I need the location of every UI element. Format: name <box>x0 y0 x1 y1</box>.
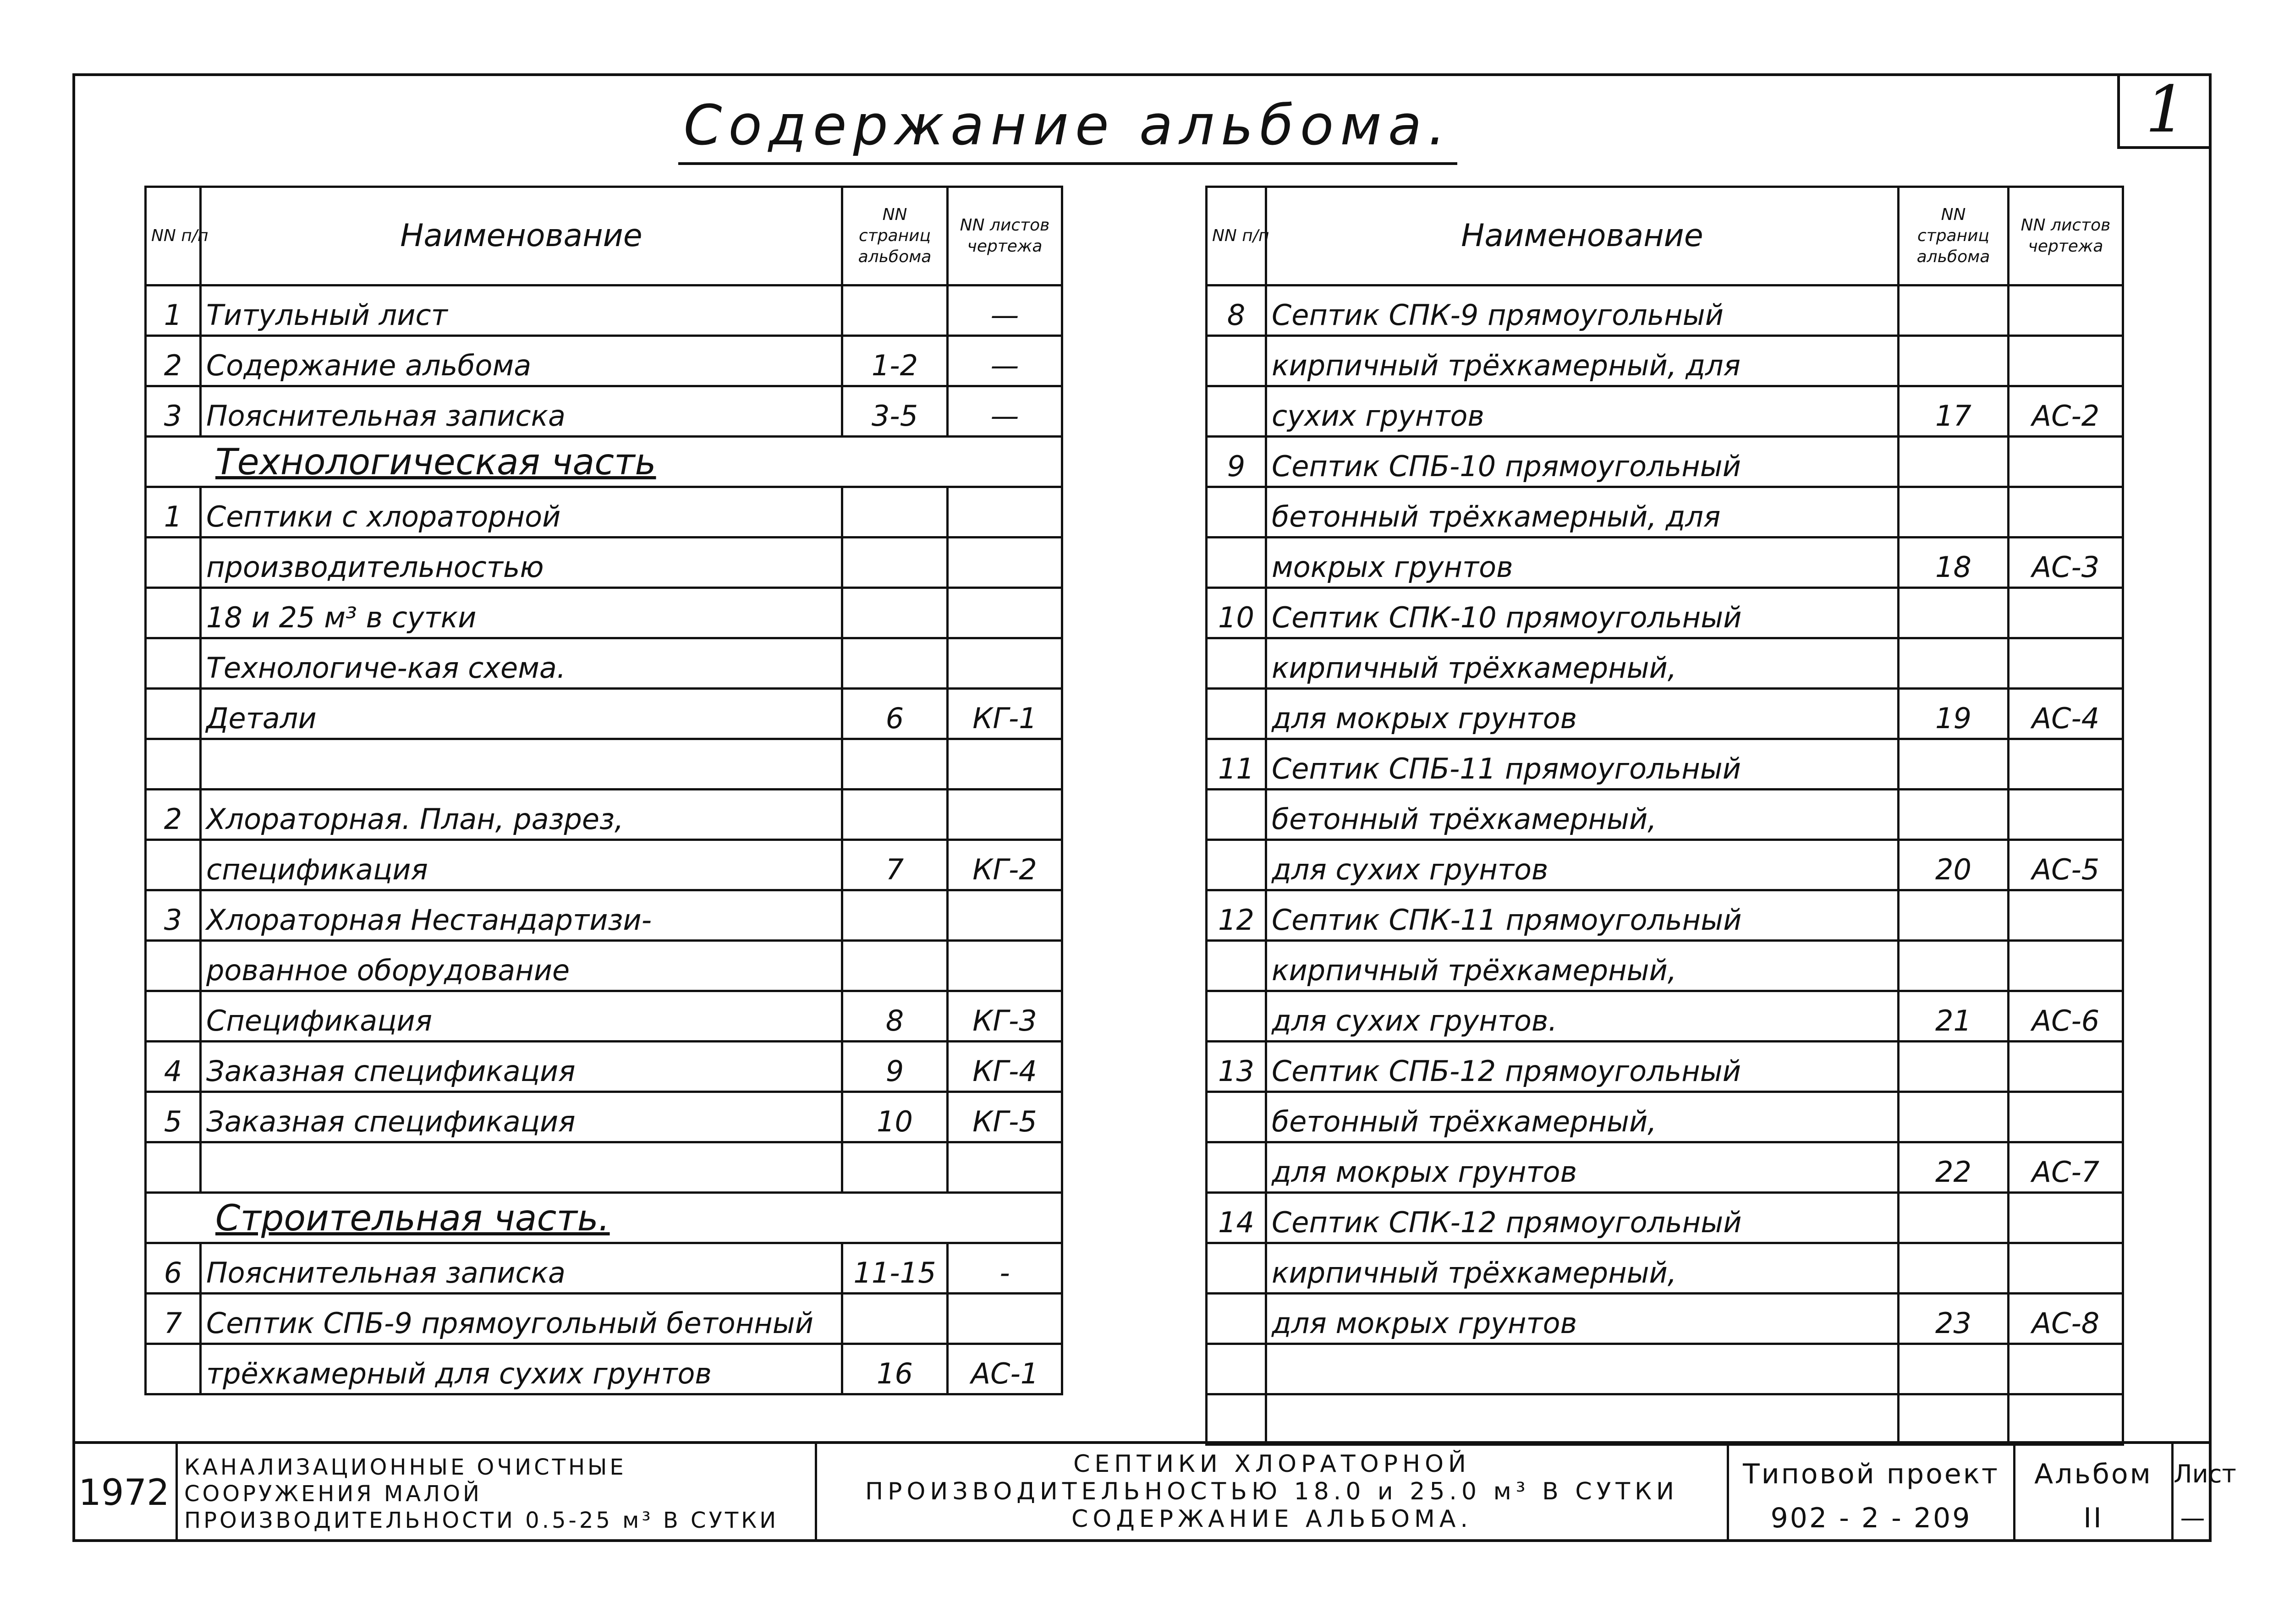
row-pages <box>842 638 948 689</box>
page-title: Содержание альбома. <box>678 96 1457 165</box>
row-number <box>1207 991 1266 1042</box>
row-number <box>146 538 201 588</box>
row-number <box>1207 487 1266 538</box>
table-row <box>146 487 1062 538</box>
row-sheet: АС-6 <box>2009 991 2123 1042</box>
album-label: Альбом <box>2034 1458 2152 1490</box>
row-sheet <box>948 487 1062 538</box>
row-pages <box>1899 1042 2009 1092</box>
row-sheet <box>2009 1394 2123 1445</box>
row-number: 11 <box>1207 739 1266 790</box>
row-pages: 19 <box>1899 689 2009 739</box>
row-sheet: АС-8 <box>2009 1294 2123 1344</box>
row-pages: 16 <box>842 1344 948 1394</box>
section-heading: Строительная часть. <box>146 1193 1062 1243</box>
row-pages <box>842 285 948 336</box>
row-sheet <box>2009 487 2123 538</box>
row-number <box>1207 1243 1266 1294</box>
row-pages <box>1899 1394 2009 1445</box>
row-pages <box>842 941 948 991</box>
row-sheet <box>2009 1243 2123 1294</box>
row-sheet: КГ-1 <box>948 689 1062 739</box>
table-row <box>1207 638 2123 689</box>
row-pages <box>842 538 948 588</box>
table-row <box>146 739 1062 790</box>
row-number <box>1207 538 1266 588</box>
table-row <box>1207 1294 2123 1344</box>
row-number <box>146 689 201 739</box>
row-name: бетонный трёхкамерный, <box>1266 790 1899 840</box>
table-row <box>1207 487 2123 538</box>
contents-table-right <box>1205 186 2124 1446</box>
row-sheet: КГ-4 <box>948 1042 1062 1092</box>
table-row <box>1207 1042 2123 1092</box>
row-name: бетонный трёхкамерный, <box>1266 1092 1899 1142</box>
row-sheet <box>948 638 1062 689</box>
row-sheet <box>2009 790 2123 840</box>
row-name: Септик СПБ-9 прямоугольный бетонный <box>201 1294 842 1344</box>
table-row <box>1207 437 2123 487</box>
row-sheet: АС-5 <box>2009 840 2123 890</box>
table-row <box>1207 890 2123 941</box>
table-row <box>1207 538 2123 588</box>
row-pages <box>842 739 948 790</box>
row-number <box>1207 1092 1266 1142</box>
row-name: Титульный лист <box>201 285 842 336</box>
row-pages <box>1899 638 2009 689</box>
row-pages: 23 <box>1899 1294 2009 1344</box>
header-sheets: NN листов чертежа <box>2009 187 2123 285</box>
row-pages: 8 <box>842 991 948 1042</box>
page-number: 1 <box>2117 73 2212 149</box>
contents-left-rows <box>146 285 1062 1394</box>
table-row <box>1207 1243 2123 1294</box>
row-pages <box>842 1142 948 1193</box>
table-row <box>146 890 1062 941</box>
table-row <box>1207 840 2123 890</box>
table-row <box>1207 1394 2123 1445</box>
row-sheet <box>948 1294 1062 1344</box>
row-name: производительностью <box>201 538 842 588</box>
row-sheet <box>2009 739 2123 790</box>
row-pages: 7 <box>842 840 948 890</box>
table-row <box>1207 991 2123 1042</box>
row-name: Пояснительная записка <box>201 386 842 437</box>
row-number: 3 <box>146 386 201 437</box>
row-name: Заказная спецификация <box>201 1092 842 1142</box>
row-number: 1 <box>146 285 201 336</box>
row-sheet <box>2009 890 2123 941</box>
row-pages <box>842 487 948 538</box>
header-name: Наименование <box>201 187 842 285</box>
row-pages: 22 <box>1899 1142 2009 1193</box>
table-row <box>146 991 1062 1042</box>
table-row <box>146 285 1062 336</box>
table-row <box>146 1142 1062 1193</box>
row-number: 3 <box>146 890 201 941</box>
table-row <box>146 1092 1062 1142</box>
row-sheet <box>948 588 1062 638</box>
row-sheet: АС-2 <box>2009 386 2123 437</box>
row-sheet <box>948 1142 1062 1193</box>
row-sheet <box>948 739 1062 790</box>
contents-table-left <box>144 186 1063 1395</box>
desc-line: СОДЕРЖАНИЕ АЛЬБОМА. <box>1071 1505 1472 1533</box>
row-name: для мокрых грунтов <box>1266 689 1899 739</box>
row-sheet: — <box>948 336 1062 386</box>
row-sheet <box>2009 285 2123 336</box>
row-name: Хлораторная Нестандартизи- <box>201 890 842 941</box>
row-pages <box>1899 1092 2009 1142</box>
row-sheet: АС-1 <box>948 1344 1062 1394</box>
row-number: 12 <box>1207 890 1266 941</box>
row-number: 5 <box>146 1092 201 1142</box>
table-row <box>1207 1092 2123 1142</box>
row-number <box>1207 386 1266 437</box>
row-name: спецификация <box>201 840 842 890</box>
row-number <box>146 588 201 638</box>
row-number <box>1207 1294 1266 1344</box>
row-name: сухих грунтов <box>1266 386 1899 437</box>
row-sheet <box>948 890 1062 941</box>
org-line: ПРОИЗВОДИТЕЛЬНОСТИ 0.5-25 м³ В СУТКИ <box>184 1508 779 1533</box>
row-sheet <box>2009 1042 2123 1092</box>
row-number <box>1207 1394 1266 1445</box>
table-row <box>1207 588 2123 638</box>
row-name: Спецификация <box>201 991 842 1042</box>
title-block <box>72 1441 2236 1542</box>
table-row <box>146 1294 1062 1344</box>
row-pages: 3-5 <box>842 386 948 437</box>
row-number: 8 <box>1207 285 1266 336</box>
row-pages <box>1899 1344 2009 1394</box>
row-pages <box>842 1294 948 1344</box>
project-label: Типовой проект <box>1743 1458 1999 1490</box>
row-name: рованное оборудование <box>201 941 842 991</box>
table-row <box>146 941 1062 991</box>
row-name: Септик СПК-12 прямоугольный <box>1266 1193 1899 1243</box>
table-row <box>146 437 1062 487</box>
row-pages <box>842 890 948 941</box>
row-pages <box>1899 890 2009 941</box>
row-number: 2 <box>146 336 201 386</box>
section-heading: Технологическая часть <box>146 437 1062 487</box>
row-pages <box>842 588 948 638</box>
row-number <box>146 638 201 689</box>
row-name: Септик СПК-11 прямоугольный <box>1266 890 1899 941</box>
row-number <box>146 1344 201 1394</box>
table-row <box>1207 336 2123 386</box>
header-pages: NN страниц альбома <box>842 187 948 285</box>
row-name: Септик СПБ-10 прямоугольный <box>1266 437 1899 487</box>
row-pages: 20 <box>1899 840 2009 890</box>
row-name: Детали <box>201 689 842 739</box>
row-sheet: КГ-2 <box>948 840 1062 890</box>
row-sheet <box>2009 1344 2123 1394</box>
row-number: 1 <box>146 487 201 538</box>
row-sheet: АС-4 <box>2009 689 2123 739</box>
organization-description <box>178 1444 817 1542</box>
row-number: 14 <box>1207 1193 1266 1243</box>
row-sheet <box>948 538 1062 588</box>
row-pages <box>1899 285 2009 336</box>
row-pages <box>1899 487 2009 538</box>
row-number <box>1207 638 1266 689</box>
row-sheet <box>2009 437 2123 487</box>
row-name: Септики с хлораторной <box>201 487 842 538</box>
desc-line: ПРОИЗВОДИТЕЛЬНОСТЬЮ 18.0 и 25.0 м³ В СУТКИ <box>865 1478 1679 1505</box>
sheet-cell <box>2174 1444 2236 1542</box>
row-pages <box>1899 588 2009 638</box>
row-sheet: — <box>948 386 1062 437</box>
table-row <box>146 790 1062 840</box>
row-number <box>146 941 201 991</box>
row-name: кирпичный трёхкамерный, <box>1266 638 1899 689</box>
row-sheet <box>2009 1092 2123 1142</box>
row-sheet: АС-3 <box>2009 538 2123 588</box>
table-row <box>146 1243 1062 1294</box>
row-number <box>146 991 201 1042</box>
project-cell <box>1729 1444 2015 1542</box>
row-pages <box>1899 739 2009 790</box>
row-pages: 18 <box>1899 538 2009 588</box>
drawing-description <box>817 1444 1729 1542</box>
row-sheet: КГ-5 <box>948 1092 1062 1142</box>
row-number <box>1207 1142 1266 1193</box>
row-number: 4 <box>146 1042 201 1092</box>
row-name: мокрых грунтов <box>1266 538 1899 588</box>
row-name: Септик СПБ-11 прямоугольный <box>1266 739 1899 790</box>
contents-right-rows <box>1207 285 2123 1445</box>
row-pages <box>1899 1243 2009 1294</box>
sheet-label: Лист <box>2174 1459 2236 1488</box>
album-cell <box>2015 1444 2174 1542</box>
header-pages: NN страниц альбома <box>1899 187 2009 285</box>
row-number: 10 <box>1207 588 1266 638</box>
row-sheet <box>2009 1193 2123 1243</box>
table-row <box>1207 1344 2123 1394</box>
row-sheet <box>2009 336 2123 386</box>
row-pages: 6 <box>842 689 948 739</box>
row-sheet: КГ-3 <box>948 991 1062 1042</box>
row-name: Пояснительная записка <box>201 1243 842 1294</box>
header-name: Наименование <box>1266 187 1899 285</box>
row-pages <box>1899 790 2009 840</box>
row-number <box>1207 689 1266 739</box>
row-sheet <box>2009 638 2123 689</box>
row-sheet: - <box>948 1243 1062 1294</box>
table-row <box>146 1042 1062 1092</box>
row-name: 18 и 25 м³ в сутки <box>201 588 842 638</box>
row-name: кирпичный трёхкамерный, <box>1266 941 1899 991</box>
table-row <box>146 638 1062 689</box>
row-name <box>1266 1394 1899 1445</box>
row-name: Септик СПБ-12 прямоугольный <box>1266 1042 1899 1092</box>
table-row <box>146 386 1062 437</box>
sheet-value: — <box>2180 1503 2205 1532</box>
row-pages <box>842 790 948 840</box>
table-row <box>146 538 1062 588</box>
row-name <box>201 1142 842 1193</box>
table-row <box>1207 1142 2123 1193</box>
table-row <box>146 840 1062 890</box>
row-sheet: АС-7 <box>2009 1142 2123 1193</box>
row-name: кирпичный трёхкамерный, <box>1266 1243 1899 1294</box>
row-number <box>1207 840 1266 890</box>
row-pages: 17 <box>1899 386 2009 437</box>
table-row <box>1207 285 2123 336</box>
row-sheet <box>948 941 1062 991</box>
row-pages: 10 <box>842 1092 948 1142</box>
row-sheet <box>2009 941 2123 991</box>
row-name: кирпичный трёхкамерный, для <box>1266 336 1899 386</box>
row-pages: 9 <box>842 1042 948 1092</box>
row-pages <box>1899 336 2009 386</box>
row-number: 6 <box>146 1243 201 1294</box>
row-number <box>1207 790 1266 840</box>
row-pages <box>1899 1193 2009 1243</box>
project-number: 902 - 2 - 209 <box>1770 1502 1972 1534</box>
table-row <box>1207 689 2123 739</box>
row-pages: 11-15 <box>842 1243 948 1294</box>
org-line: КАНАЛИЗАЦИОННЫЕ ОЧИСТНЫЕ <box>184 1454 626 1480</box>
table-row <box>146 588 1062 638</box>
row-name: Септик СПК-10 прямоугольный <box>1266 588 1899 638</box>
row-number <box>146 840 201 890</box>
row-name: Хлораторная. План, разрез, <box>201 790 842 840</box>
row-name: для мокрых грунтов <box>1266 1142 1899 1193</box>
table-row <box>1207 386 2123 437</box>
row-number <box>1207 1344 1266 1394</box>
table-row <box>146 1193 1062 1243</box>
table-row <box>1207 1193 2123 1243</box>
album-number: II <box>2083 1496 2103 1542</box>
row-name: бетонный трёхкамерный, для <box>1266 487 1899 538</box>
row-name: Технологиче-кая схема. <box>201 638 842 689</box>
header-num: NN п/п <box>146 187 201 285</box>
table-row <box>146 689 1062 739</box>
header-sheets: NN листов чертежа <box>948 187 1062 285</box>
row-number <box>146 1142 201 1193</box>
row-name: для мокрых грунтов <box>1266 1294 1899 1344</box>
table-row <box>146 1344 1062 1394</box>
table-row <box>1207 941 2123 991</box>
row-pages <box>1899 437 2009 487</box>
row-number: 7 <box>146 1294 201 1344</box>
row-number: 13 <box>1207 1042 1266 1092</box>
row-number: 9 <box>1207 437 1266 487</box>
row-name: Содержание альбома <box>201 336 842 386</box>
row-number <box>1207 336 1266 386</box>
row-number <box>1207 941 1266 991</box>
row-name: для сухих грунтов <box>1266 840 1899 890</box>
row-sheet <box>2009 588 2123 638</box>
desc-line: СЕПТИКИ ХЛОРАТОРНОЙ <box>1073 1450 1471 1478</box>
table-row <box>1207 790 2123 840</box>
row-pages <box>1899 941 2009 991</box>
row-sheet <box>948 790 1062 840</box>
row-sheet: — <box>948 285 1062 336</box>
row-number: 2 <box>146 790 201 840</box>
year: 1972 <box>72 1444 178 1542</box>
row-name: трёхкамерный для сухих грунтов <box>201 1344 842 1394</box>
row-name: Септик СПК-9 прямоугольный <box>1266 285 1899 336</box>
row-name <box>201 739 842 790</box>
row-number <box>146 739 201 790</box>
header-num: NN п/п <box>1207 187 1266 285</box>
row-name <box>1266 1344 1899 1394</box>
table-row <box>1207 739 2123 790</box>
row-pages: 1-2 <box>842 336 948 386</box>
row-name: для сухих грунтов. <box>1266 991 1899 1042</box>
row-pages: 21 <box>1899 991 2009 1042</box>
row-name: Заказная спецификация <box>201 1042 842 1092</box>
table-row <box>146 336 1062 386</box>
org-line: СООРУЖЕНИЯ МАЛОЙ <box>184 1481 482 1507</box>
